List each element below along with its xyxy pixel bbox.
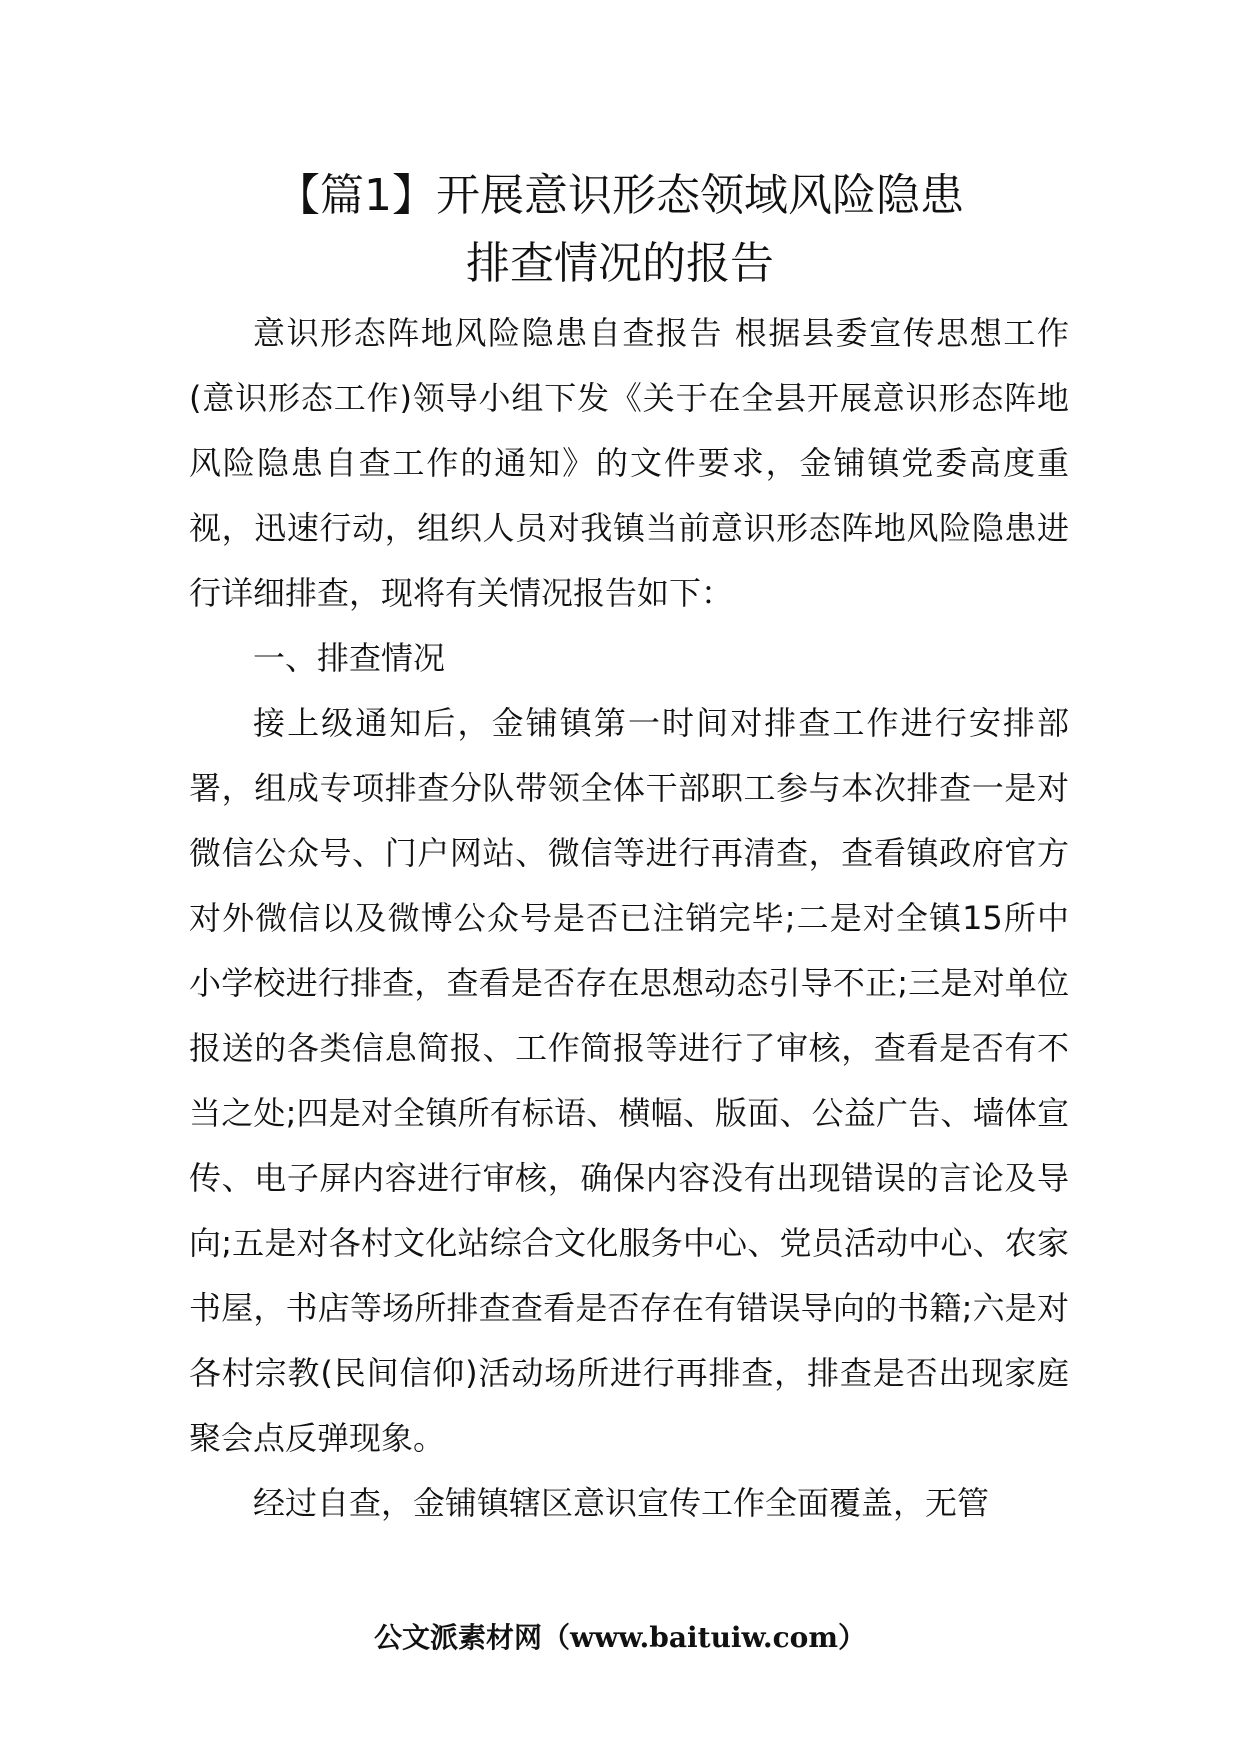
paragraph-intro: 意识形态阵地风险隐患自查报告 根据县委宣传思想工作(意识形态工作)领导小组下发《关于在全县开展意识形态阵地风险隐患自查工作的通知》的文件要求，金铺镇党委高度重视，迅速行动，组织人员对我镇当前意识形态阵地风险隐患进行详细排查，现将有关情况报告如下： bbox=[189, 314, 1069, 612]
paragraph-self-check: 经过自查，金铺镇辖区意识宣传工作全面覆盖，无管 bbox=[253, 1484, 990, 1522]
footer-watermark: 公文派素材网（www.baituiw.com） bbox=[374, 1621, 866, 1654]
section-heading: 一、排查情况 bbox=[253, 639, 446, 677]
document-title-line-2: 排查情况的报告 bbox=[466, 238, 774, 289]
document-title-line-1: 【篇1】开展意识形态领域风险隐患 bbox=[276, 170, 964, 221]
document-body bbox=[189, 301, 1069, 1536]
paragraph-investigation: 接上级通知后，金铺镇第一时间对排查工作进行安排部署，组成专项排查分队带领全体干部职工参与本次排查一是对微信公众号、门户网站、微信等进行再清查，查看镇政府官方对外微信以及微博公众号是否已注销完毕;二是对全镇15所中小学校进行排查，查看是否存在思想动态引导不正;三是对单位报送的各类信息简报、工作简报等进行了审核，查看是否有不当之处;四是对全镇所有标语、横幅、版面、公益广告、墙体宣传、电子屏内容进行审核，确保内容没有出现错误的言论及导向;五是对各村文化站综合文化服务中心、党员活动中心、农家书屋，书店等场所排查查看是否存在有错误导向的书籍;六是对各村宗教(民间信仰)活动场所进行再排查，排查是否出现家庭聚会点反弹现象。 bbox=[189, 704, 1069, 1457]
